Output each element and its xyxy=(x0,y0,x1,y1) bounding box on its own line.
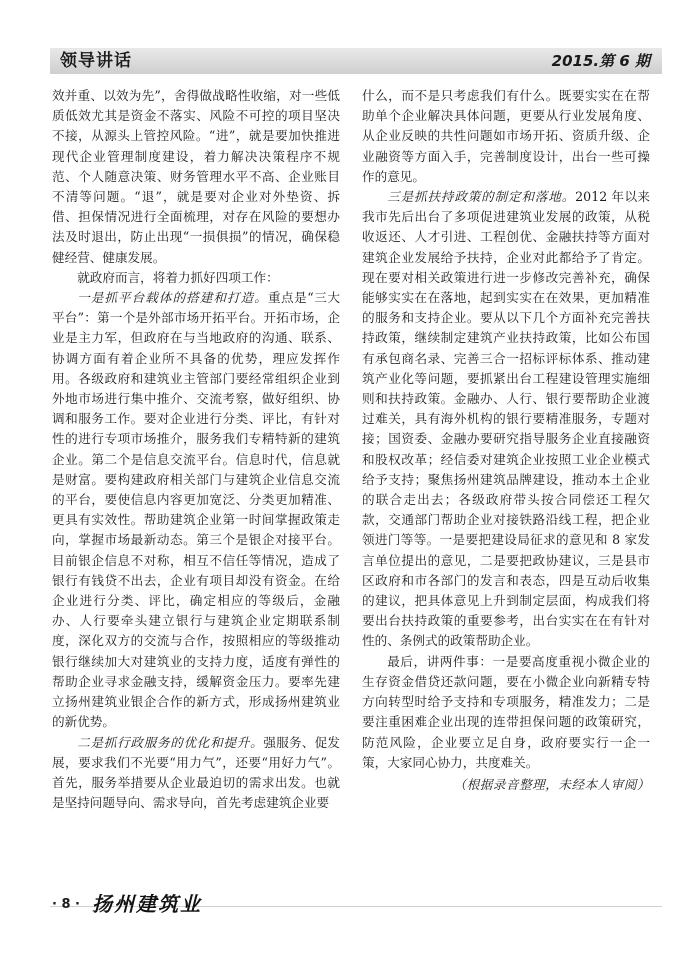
paragraph-heading: 二是抓行政服务的优化和提升。 xyxy=(77,734,264,750)
paragraph xyxy=(52,288,340,732)
paragraph-body: 2012 年以来我市先后出台了多项促进建筑业发展的政策，从税收返还、人才引进、工程创优、金融扶持等方面对建筑企业发展给予扶持，企业对此都给予了肯定。现在要对相关政策进行进一步修改完善补充，确保能够实实在在落地，起到实实在在效果，更加精准的服务和支持企业。要从以下几个方面补充完善扶持政策，继续制定建筑产业扶持政策，比如公布国有承包商名录、完善三合一招标评标体系、推动建筑产业化等问题，要抓紧出台工程建设管理实施细则和扶持政策。金融办、人行、银行要帮助企业渡过难关，具有海外机构的银行要精准服务，专题对接；国资委、金融办要研究指导服务企业直接融资和股权改革；经信委对建筑企业按照工业企业模式给予支持；聚焦扬州建筑品牌建设，推动本土企业的联合走出去；各级政府带头按合同偿还工程欠款，交通部门帮助企业对接铁路沿线工程，把企业领进门等等。一是要把建设局征求的意见和 8 家发言单位提出的意见，二是要把政协建议，三是县市区政府和市各部门的发言和表态，四是互动后收集的建议，把具体意见上升到制定层面，构成我们将要出台扶持政策的重要参考，出台实实在在有针对性的、条例式的政策帮助企业。 xyxy=(362,189,651,649)
issue-number: 2015.第 6 期 xyxy=(551,52,650,70)
paragraph-body: 重点是“三大平台”：第一个是外部市场开拓平台。开拓市场，企业是主力军，但政府在与当地政府的沟通、联系、协调方面有着企业所不具备的优势，理应发挥作用。各级政府和建筑业主管部门要经常组织企业到外地市场进行集中推介、交流考察，做好组织、协调和服务工作。要对企业进行分类、评比，有针对性的进行专项市场推介，服务我们专精特新的建筑企业。第二个是信息交流平台。信息时代，信息就是财富。要构建政府相关部门与建筑企业信息交流的平台，要使信息内容更加宽泛、分类更加精准、更具有实效性。帮助建筑企业第一时间掌握政策走向，掌握市场最新动态。第三个是银企对接平台。目前银企信息不对称，相互不信任等情况，造成了银行有钱贷不出去，企业有项目却没有资金。在给企业进行分类、评比，确定相应的等级后，金融办、人行要牵头建立银行与建筑企业定期联系制度，深化双方的交流与合作，按照相应的等级推动银行继续加大对建筑业的支持力度，适度有弹性的帮助企业寻求金融支持，缓解资金压力。要率先建立扬州建筑业银企合作的新方式，形成扬州建筑业的新优势。 xyxy=(52,290,340,730)
paragraph xyxy=(362,187,650,652)
section-title: 领导讲话 xyxy=(60,51,132,71)
paragraph-heading: 三是抓扶持政策的制定和落地。 xyxy=(387,189,576,205)
magazine-logo: 扬州建筑业 xyxy=(92,892,202,916)
paragraph-heading: 一是抓平台载体的搭建和打造。 xyxy=(77,290,268,306)
paragraph: 最后，讲两件事：一是要高度重视小微企业的生存资金借贷还款问题，要在小微企业向新精专特方向转型时给予支持和专项服务，精准发力；二是要注重困难企业出现的连带担保问题的政策研究，防范风险，企业要立足自身，政府要实行一企一策，大家同心协力，共度难关。 xyxy=(362,653,650,770)
right-column xyxy=(362,86,650,795)
editor-note: （根据录音整理，未经本人审阅） xyxy=(453,776,650,792)
paragraph: 什么，而不是只考虑我们有什么。既要实实在在帮助单个企业解决具体问题，更要从行业发展角度、从企业反映的共性问题如市场开拓、资质升级、企业融资等方面入手，完善制度设计，出台一些可操作的意见。 xyxy=(362,88,650,184)
paragraph: 效并重、以效为先”，舍得做战略性收缩，对一些低质低效尤其是资金不落实、风险不可控的项目坚决不接，从源头上管控风险。“进”，就是要加快推进现代企业管理制度建设，着力解决决策程序不规范、个人随意决策、财务管理水平不高、企业账目不清等问题。“退”，就是要对企业对外垫资、拆借、担保情况进行全面梳理，对存在风险的要想办法及时退出，防止出现“一损俱损”的情况，确保稳健经营、健康发展。 xyxy=(52,88,340,265)
paragraph: 就政府而言，将着力抓好四项工作： xyxy=(77,269,279,285)
left-column xyxy=(52,86,340,813)
paragraph xyxy=(52,733,340,814)
paragraph-body: 强服务、促发展，要求我们不光要“用力气”，还要“用好力气”。首先，服务举措要从企业最迫切的需求出发。也就是坚持问题导向、需求导向，首先考虑建筑企业要 xyxy=(52,734,341,811)
page-number: · 8 · xyxy=(52,897,80,912)
